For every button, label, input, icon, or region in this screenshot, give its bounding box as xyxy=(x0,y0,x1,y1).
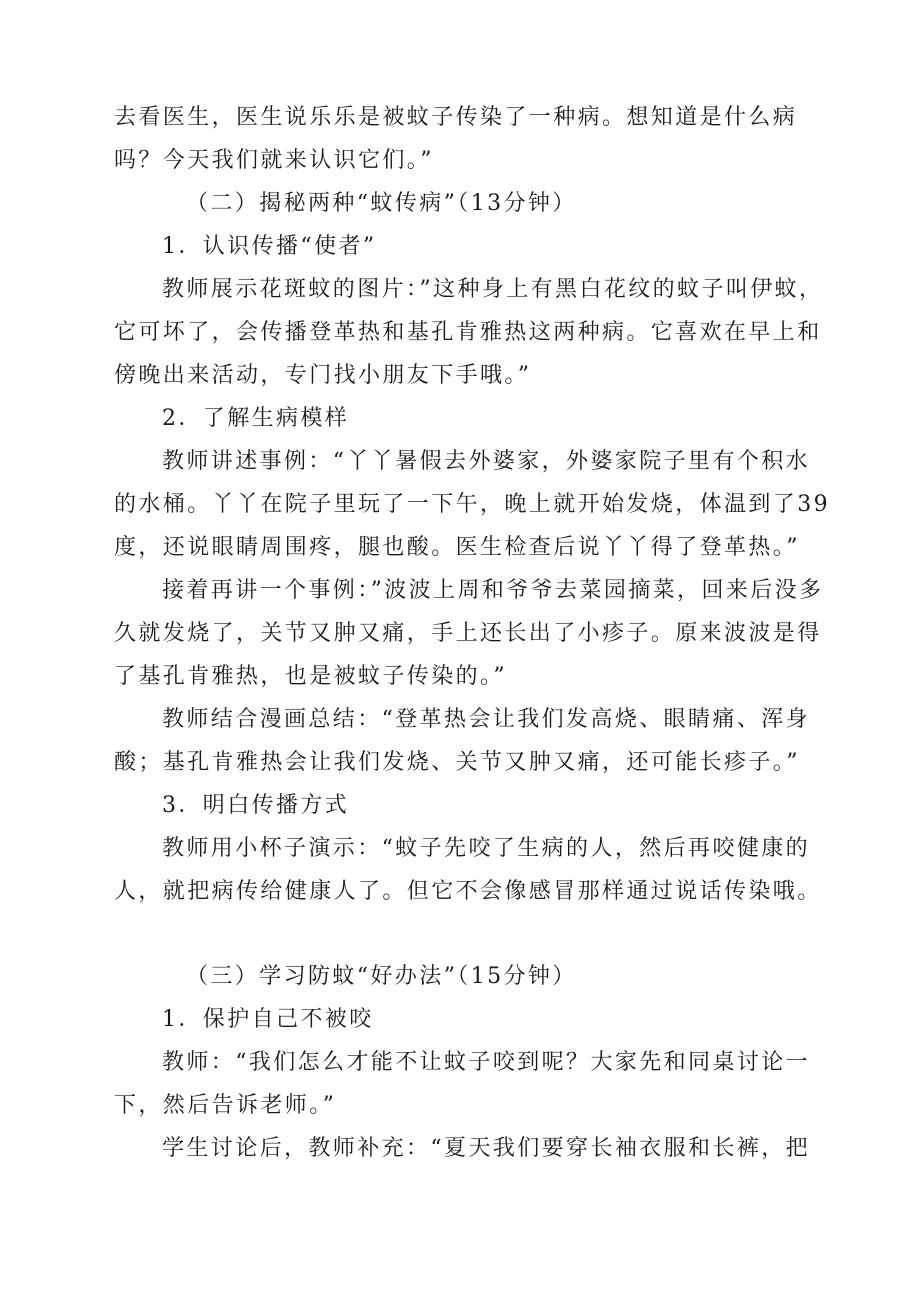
paragraph-teacher-question: 教师：“我们怎么才能不让蚊子咬到呢？大家先和同桌讨论一下，然后告诉老师。” xyxy=(114,1050,811,1118)
paragraph-continuation: 去看医生，医生说乐乐是被蚊子传染了一种病。想知道是什么病吗？今天我们就来认识它们。” xyxy=(114,105,798,173)
subheading-transmission: 3．明白传播方式 xyxy=(162,793,350,818)
paragraph-summary: 教师结合漫画总结：“登革热会让我们发高烧、眼睛痛、浑身酸；基孔肯雅热会让我们发烧、关节又肿又痛，还可能长疹子。” xyxy=(114,707,811,775)
subheading-symptoms: 2．了解生病模样 xyxy=(162,406,350,431)
section-heading-three-prevention: （三）学习防蚊“好办法”（15分钟） xyxy=(186,964,577,989)
section-heading-two-mosquito-diseases: （二）揭秘两种“蚊传病”（13分钟） xyxy=(186,191,577,216)
subheading-self-protection: 1．保护自己不被咬 xyxy=(162,1007,374,1032)
paragraph-chikungunya-example: 接着再讲一个事例：”波波上周和爷爷去菜园摘菜，回来后没多久就发烧了，关节又肿又痛，手上还长出了小疹子。原来波波是得了基孔肯雅热，也是被蚊子传染的。” xyxy=(114,578,824,689)
subheading-carrier: 1．认识传播“使者” xyxy=(162,234,377,259)
blank-line xyxy=(114,913,834,955)
document-body xyxy=(114,96,834,1170)
paragraph-dengue-example: 教师讲述事例：“丫丫暑假去外婆家，外婆家院子里有个积水的水桶。丫丫在院子里玩了一下午，晚上就开始发烧，体温到了39度，还说眼睛周围疼，腿也酸。医生检查后说丫丫得了登革热。” xyxy=(114,449,830,560)
paragraph-aedes-description: 教师展示花斑蚊的图片：”这种身上有黑白花纹的蚊子叫伊蚊，它可坏了，会传播登革热和基孔肯雅热这两种病。它喜欢在早上和傍晚出来活动，专门找小朋友下手哦。” xyxy=(114,277,824,388)
paragraph-cup-demo: 教师用小杯子演示：“蚊子先咬了生病的人，然后再咬健康的人，就把病传给健康人了。但它不会像感冒那样通过说话传染哦。 xyxy=(114,836,822,904)
paragraph-teacher-supplement: 学生讨论后，教师补充：“夏天我们要穿长袖衣服和长裤，把 xyxy=(162,1136,811,1161)
